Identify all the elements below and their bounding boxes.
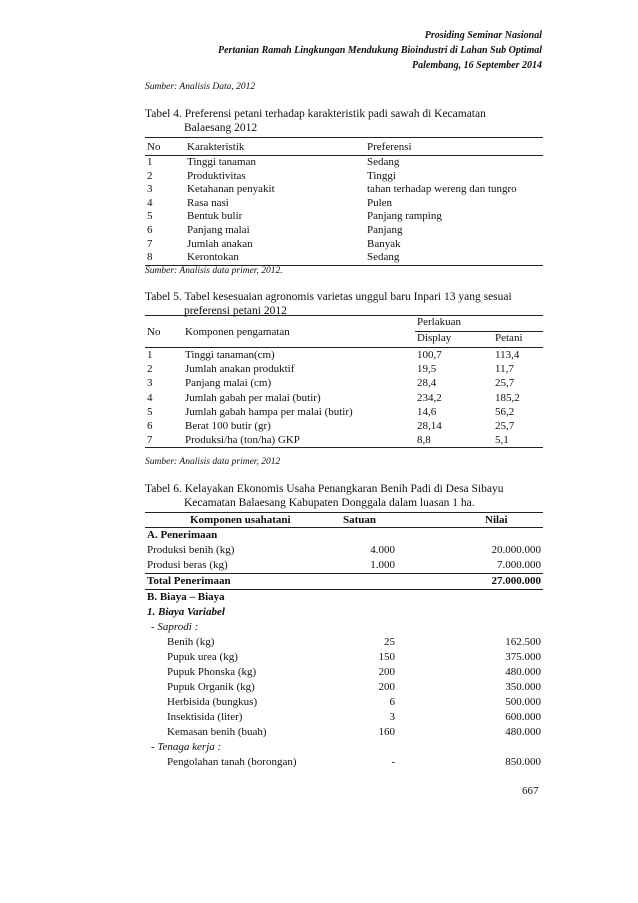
table6-header-komponen: Komponen usahatani	[145, 513, 341, 528]
table5-cell-display: 234,2	[417, 391, 442, 404]
top-source-note: Sumber: Analisis Data, 2012	[145, 82, 256, 92]
table4-row	[145, 170, 543, 184]
header-line-2: Pertanian Ramah Lingkungan Mendukung Bioindustri di Lahan Sub Optimal	[218, 45, 542, 56]
table4-cell-preferensi: Panjang	[367, 223, 403, 236]
table4-cell-preferensi: Panjang ramping	[367, 210, 442, 223]
table6-cell-nilai: 375.000	[505, 651, 541, 663]
table5-row	[145, 376, 543, 390]
table6-row	[145, 590, 543, 606]
table6-cell-nilai	[397, 590, 543, 606]
table6-cell-komponen: Pupuk urea (kg)	[167, 651, 238, 663]
table5-cell-petani: 25,7	[495, 377, 515, 390]
table4-cell-no: 7	[147, 237, 153, 250]
table4-cell-no: 5	[147, 210, 153, 223]
table6-row	[145, 650, 543, 665]
table4-header-row	[145, 138, 543, 156]
table5-cell-komponen: Produksi/ha (ton/ha) GKP	[183, 433, 415, 448]
table4-row	[145, 251, 543, 265]
table5-cell-display: 100,7	[417, 349, 442, 361]
table6-cell-satuan: 160	[378, 726, 395, 738]
table5-cell-no: 7	[145, 433, 183, 448]
header-line-1: Prosiding Seminar Nasional	[424, 30, 542, 41]
table4-cell-preferensi: Tinggi	[367, 169, 396, 182]
table5-cell-komponen: Jumlah gabah hampa per malai (butir)	[185, 405, 353, 418]
table6-cell-satuan	[341, 605, 397, 620]
table4-cell-karakteristik: Panjang malai	[187, 223, 250, 236]
table5-cell-display: 14,6	[417, 405, 437, 418]
table4-cell-karakteristik: Ketahanan penyakit	[187, 183, 275, 196]
table6-cell-nilai: 20.000.000	[491, 544, 541, 556]
table6-row	[145, 528, 543, 544]
table6-row	[145, 680, 543, 695]
table4-header-karakteristik: Karakteristik	[185, 138, 365, 156]
table5-cell-display: 8,8	[415, 433, 493, 448]
table6-cell-satuan: 3	[389, 711, 395, 723]
table4-source: Sumber: Analisis data primer, 2012.	[145, 266, 283, 276]
table6	[145, 512, 543, 770]
table4-cell-karakteristik: Produktivitas	[187, 169, 246, 182]
table4-cell-no: 2	[147, 169, 153, 182]
table4-caption-line2: Balaesang 2012	[184, 122, 258, 134]
table6-cell-satuan	[341, 574, 397, 590]
table5-cell-petani: 5,1	[493, 433, 543, 448]
table4-cell-no: 1	[147, 156, 153, 168]
table6-cell-nilai: 27.000.000	[397, 574, 543, 590]
table6-cell-komponen: Pengolahan tanah (borongan)	[167, 756, 297, 768]
table6-cell-satuan	[341, 620, 397, 635]
table6-header-satuan: Satuan	[341, 513, 397, 528]
table6-cell-satuan: 200	[378, 681, 395, 693]
table6-row	[145, 605, 543, 620]
table5-caption-line1: Tabel 5. Tabel kesesuaian agronomis varietas unggul baru Inpari 13 yang sesuai	[145, 291, 512, 303]
table6-caption-line2: Kecamatan Balaesang Kabupaten Donggala dalam luasan 1 ha.	[184, 497, 475, 509]
table5	[145, 315, 543, 448]
table5-cell-komponen: Panjang malai (cm)	[185, 377, 272, 390]
table5-cell-no: 6	[147, 420, 153, 433]
table5-row	[145, 348, 543, 363]
table4-header-no: No	[145, 138, 185, 156]
table4-cell-karakteristik: Bentuk bulir	[187, 210, 243, 223]
table5-cell-display: 28,4	[417, 377, 437, 390]
table6-cell-komponen: Produksi benih (kg)	[147, 544, 235, 556]
table6-cell-nilai: 350.000	[505, 681, 541, 693]
table5-header-perlakuan: Perlakuan	[415, 316, 543, 332]
table6-cell-komponen: Kemasan benih (buah)	[167, 726, 267, 738]
table5-cell-petani: 113,4	[495, 349, 520, 361]
table6-cell-komponen: 1. Biaya Variabel	[147, 606, 225, 618]
table6-cell-komponen: - Tenaga kerja :	[151, 741, 222, 753]
table6-cell-satuan: 4.000	[370, 544, 395, 556]
table6-cell-nilai	[397, 605, 543, 620]
table5-caption-line2: preferensi petani 2012	[184, 305, 287, 317]
table6-cell-satuan	[341, 740, 397, 755]
table5-cell-komponen: Tinggi tanaman(cm)	[185, 349, 275, 361]
table6-cell-satuan: 1.000	[370, 559, 395, 571]
table4-row	[145, 183, 543, 197]
table5-cell-no: 4	[147, 391, 153, 404]
table5-cell-petani: 25,7	[495, 420, 515, 433]
table6-cell-komponen: Insektisida (liter)	[167, 711, 243, 723]
table6-cell-nilai: 600.000	[505, 711, 541, 723]
table5-header-komponen: Komponen pengamatan	[183, 316, 415, 348]
table5-cell-no: 2	[147, 363, 153, 376]
table5-header-petani: Petani	[493, 332, 543, 348]
table6-cell-satuan: 25	[384, 636, 395, 648]
table6-row	[145, 574, 543, 590]
table6-caption	[145, 482, 543, 510]
table6-header-row	[145, 513, 543, 528]
table4-cell-no: 6	[147, 223, 153, 236]
table5-cell-petani: 185,2	[495, 391, 520, 404]
table5-header-row-1	[145, 316, 543, 332]
table4-row	[145, 197, 543, 211]
table6-cell-satuan: 6	[389, 696, 395, 708]
table5-source: Sumber: Analisis data primer, 2012	[145, 457, 281, 467]
table6-cell-komponen: Herbisida (bungkus)	[167, 696, 258, 708]
table4-caption-line1: Tabel 4. Preferensi petani terhadap karakteristik padi sawah di Kecamatan	[145, 108, 486, 120]
table6-header-nilai: Nilai	[397, 513, 543, 528]
table6-cell-satuan: -	[391, 756, 395, 768]
table4-cell-karakteristik: Kerontokan	[185, 251, 365, 265]
table6-cell-komponen: A. Penerimaan	[147, 529, 218, 541]
table6-cell-komponen: B. Biaya – Biaya	[147, 591, 225, 603]
table5-row	[145, 419, 543, 433]
table6-row	[145, 695, 543, 710]
table6-cell-nilai	[397, 740, 543, 755]
table6-row	[145, 635, 543, 650]
table4-cell-no: 3	[147, 183, 153, 196]
table6-row	[145, 558, 543, 574]
page-number: 667	[522, 785, 539, 797]
table4-header-preferensi: Preferensi	[365, 138, 543, 156]
table6-cell-komponen: - Saprodi :	[151, 621, 199, 633]
table6-row	[145, 665, 543, 680]
table6-row	[145, 740, 543, 755]
table4-row	[145, 224, 543, 238]
table6-cell-komponen: Pupuk Organik (kg)	[167, 681, 255, 693]
table5-cell-petani: 11,7	[495, 363, 514, 376]
table5-header-display: Display	[415, 332, 493, 348]
table4-cell-karakteristik: Rasa nasi	[187, 196, 229, 209]
table6-cell-satuan	[341, 590, 397, 606]
table6-cell-nilai: 480.000	[505, 726, 541, 738]
table5-header-no: No	[145, 316, 183, 348]
table5-cell-display: 28,14	[417, 420, 442, 433]
table6-cell-komponen: Total Penerimaan	[145, 574, 341, 590]
table6-row	[145, 620, 543, 635]
table4-row	[145, 238, 543, 252]
table5-row	[145, 391, 543, 405]
table4-row	[145, 156, 543, 170]
table4	[145, 137, 543, 266]
table5-cell-komponen: Jumlah gabah per malai (butir)	[185, 391, 321, 404]
table5-caption	[145, 290, 543, 318]
table6-row	[145, 710, 543, 725]
table4-cell-no: 8	[145, 251, 185, 265]
table4-cell-karakteristik: Jumlah anakan	[187, 237, 253, 250]
table4-cell-preferensi: Banyak	[367, 237, 401, 250]
table6-cell-komponen: Produsi beras (kg)	[147, 559, 228, 571]
table6-cell-nilai: 7.000.000	[497, 559, 541, 571]
table6-cell-nilai: 500.000	[505, 696, 541, 708]
table5-cell-no: 5	[147, 405, 153, 418]
table5-row	[145, 362, 543, 376]
table6-cell-satuan: 150	[378, 651, 395, 663]
table6-row	[145, 543, 543, 558]
running-header	[218, 28, 542, 73]
table6-caption-line1: Tabel 6. Kelayakan Ekonomis Usaha Penangkaran Benih Padi di Desa Sibayu	[145, 483, 504, 495]
table4-row	[145, 210, 543, 224]
header-line-3: Palembang, 16 September 2014	[412, 60, 542, 71]
table6-cell-komponen: Benih (kg)	[167, 636, 215, 648]
table6-cell-satuan	[341, 528, 397, 544]
table5-row	[145, 433, 543, 448]
table5-cell-komponen: Berat 100 butir (gr)	[185, 420, 271, 433]
table4-cell-no: 4	[147, 196, 153, 209]
table5-cell-display: 19,5	[417, 363, 437, 376]
table5-cell-petani: 56,2	[495, 405, 515, 418]
table6-cell-nilai	[397, 620, 543, 635]
table5-cell-no: 1	[147, 349, 153, 361]
table5-row	[145, 405, 543, 419]
table6-cell-nilai: 850.000	[505, 756, 541, 768]
table4-cell-preferensi: Pulen	[367, 196, 393, 209]
table4-cell-karakteristik: Tinggi tanaman	[187, 156, 256, 168]
table6-cell-nilai: 480.000	[505, 666, 541, 678]
table6-cell-nilai	[397, 528, 543, 544]
table6-cell-komponen: Pupuk Phonska (kg)	[167, 666, 257, 678]
table4-cell-preferensi: Sedang	[365, 251, 543, 265]
table4-caption	[145, 107, 543, 135]
table4-cell-preferensi: Sedang	[367, 156, 400, 168]
table5-cell-no: 3	[147, 377, 153, 390]
table6-row	[145, 755, 543, 770]
table5-cell-komponen: Jumlah anakan produktif	[185, 363, 295, 376]
table4-cell-preferensi: tahan terhadap wereng dan tungro	[367, 183, 517, 196]
table6-cell-nilai: 162.500	[505, 636, 541, 648]
table6-row	[145, 725, 543, 740]
table6-cell-satuan: 200	[378, 666, 395, 678]
